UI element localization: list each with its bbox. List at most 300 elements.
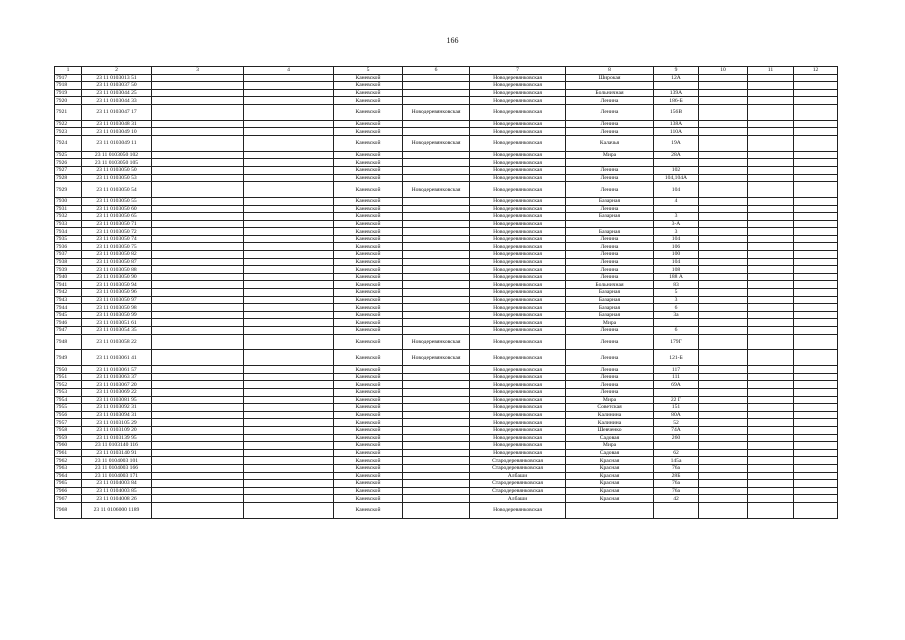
column-12: [794, 327, 838, 335]
street-cell: Базарная: [566, 197, 654, 205]
column-11: [748, 472, 794, 480]
region-cell: Каневской: [334, 258, 403, 266]
table-row: [55, 502, 838, 518]
column-11: [748, 82, 794, 90]
column-12: [794, 273, 838, 281]
region-cell: Каневской: [334, 97, 403, 105]
column-4: [244, 266, 334, 274]
column-12: [794, 220, 838, 228]
settlement-type-cell: [403, 197, 470, 205]
region-cell: Каневской: [334, 296, 403, 304]
row-number: 7934: [55, 228, 82, 236]
column-12: [794, 213, 838, 221]
settlement-cell: Новодеревянковская: [470, 304, 566, 312]
cadastral-code: 23 11 0103081 95: [82, 396, 152, 404]
cadastral-code: 23 11 0103050 97: [82, 296, 152, 304]
house-cell: 138А: [654, 120, 699, 128]
column-3: [152, 235, 244, 243]
column-12: [794, 319, 838, 327]
table-row: [55, 135, 838, 151]
column-10: [699, 213, 748, 221]
settlement-cell: Албаши: [470, 472, 566, 480]
region-cell: Каневской: [334, 381, 403, 389]
column-4: [244, 381, 334, 389]
table-row: [55, 334, 838, 350]
column-3: [152, 128, 244, 136]
row-number: 7968: [55, 502, 82, 518]
column-3: [152, 174, 244, 182]
region-cell: Каневской: [334, 457, 403, 465]
column-4: [244, 296, 334, 304]
column-10: [699, 235, 748, 243]
column-3: [152, 442, 244, 450]
column-4: [244, 472, 334, 480]
column-4: [244, 205, 334, 213]
column-12: [794, 495, 838, 503]
settlement-type-cell: [403, 174, 470, 182]
settlement-cell: Новодеревянковская: [470, 289, 566, 297]
settlement-cell: Новодеревянковская: [470, 128, 566, 136]
settlement-type-cell: Новодеревянковская: [403, 334, 470, 350]
header-row: [55, 67, 838, 75]
row-number: 7943: [55, 296, 82, 304]
street-cell: Ленина: [566, 366, 654, 374]
column-12: [794, 97, 838, 105]
cadastral-code: 23 11 0106000 1189: [82, 502, 152, 518]
house-cell: 5: [654, 289, 699, 297]
column-3: [152, 457, 244, 465]
column-10: [699, 457, 748, 465]
column-11: [748, 174, 794, 182]
column-10: [699, 220, 748, 228]
settlement-type-cell: [403, 97, 470, 105]
row-number: 7959: [55, 434, 82, 442]
settlement-cell: Новодеревянковская: [470, 120, 566, 128]
table-row: [55, 419, 838, 427]
house-cell: 3: [654, 213, 699, 221]
column-10: [699, 311, 748, 319]
column-3: [152, 480, 244, 488]
region-cell: Каневской: [334, 327, 403, 335]
region-cell: Каневской: [334, 281, 403, 289]
street-cell: [566, 82, 654, 90]
column-4: [244, 480, 334, 488]
column-11: [748, 89, 794, 97]
column-12: [794, 266, 838, 274]
table-row: [55, 159, 838, 167]
street-cell: Ленина: [566, 104, 654, 120]
column-4: [244, 426, 334, 434]
cadastral-code: 23 11 0103050 65: [82, 213, 152, 221]
column-11: [748, 442, 794, 450]
settlement-type-cell: [403, 266, 470, 274]
street-cell: Ленина: [566, 205, 654, 213]
column-4: [244, 327, 334, 335]
street-cell: Красная: [566, 472, 654, 480]
row-number: 7946: [55, 319, 82, 327]
column-4: [244, 220, 334, 228]
column-3: [152, 74, 244, 82]
table-row: [55, 243, 838, 251]
street-cell: Ленина: [566, 251, 654, 259]
street-cell: Ленина: [566, 373, 654, 381]
settlement-cell: Новодеревянковская: [470, 449, 566, 457]
column-10: [699, 426, 748, 434]
region-cell: Каневской: [334, 419, 403, 427]
region-cell: Каневской: [334, 487, 403, 495]
column-11: [748, 373, 794, 381]
column-4: [244, 449, 334, 457]
settlement-type-cell: [403, 243, 470, 251]
column-10: [699, 404, 748, 412]
region-cell: Каневской: [334, 434, 403, 442]
cadastral-code: 23 11 0103049 10: [82, 128, 152, 136]
column-10: [699, 350, 748, 366]
column-3: [152, 464, 244, 472]
column-3: [152, 327, 244, 335]
row-number: 7967: [55, 495, 82, 503]
column-11: [748, 205, 794, 213]
street-cell: Базарная: [566, 228, 654, 236]
column-10: [699, 135, 748, 151]
column-12: [794, 135, 838, 151]
row-number: 7941: [55, 281, 82, 289]
column-10: [699, 182, 748, 198]
region-cell: Каневской: [334, 174, 403, 182]
table-row: [55, 487, 838, 495]
settlement-type-cell: [403, 464, 470, 472]
settlement-type-cell: [403, 426, 470, 434]
street-cell: Ленина: [566, 235, 654, 243]
row-number: 7933: [55, 220, 82, 228]
settlement-cell: Новодеревянковская: [470, 311, 566, 319]
column-12: [794, 281, 838, 289]
column-12: [794, 381, 838, 389]
table-row: [55, 97, 838, 105]
table-row: [55, 235, 838, 243]
row-number: 7949: [55, 350, 82, 366]
row-number: 7955: [55, 404, 82, 412]
cadastral-code: 23 11 0103050 105: [82, 159, 152, 167]
table-row: [55, 396, 838, 404]
column-11: [748, 419, 794, 427]
region-cell: Каневской: [334, 197, 403, 205]
column-12: [794, 258, 838, 266]
house-cell: 3-А: [654, 220, 699, 228]
table-row: [55, 464, 838, 472]
column-11: [748, 426, 794, 434]
house-cell: 186-Б: [654, 97, 699, 105]
row-number: 7935: [55, 235, 82, 243]
street-cell: Красная: [566, 487, 654, 495]
settlement-cell: Новодеревянковская: [470, 281, 566, 289]
house-cell: [654, 205, 699, 213]
settlement-type-cell: [403, 296, 470, 304]
table-row: [55, 373, 838, 381]
region-cell: Каневской: [334, 273, 403, 281]
row-number: 7942: [55, 289, 82, 297]
table-row: [55, 273, 838, 281]
house-cell: 151: [654, 404, 699, 412]
house-cell: 42: [654, 495, 699, 503]
settlement-cell: Новодеревянковская: [470, 228, 566, 236]
column-12: [794, 197, 838, 205]
row-number: 7924: [55, 135, 82, 151]
row-number: 7956: [55, 411, 82, 419]
column-10: [699, 159, 748, 167]
street-cell: Ленина: [566, 243, 654, 251]
table-row: [55, 480, 838, 488]
settlement-cell: Новодеревянковская: [470, 396, 566, 404]
table-row: [55, 220, 838, 228]
house-cell: 28А: [654, 151, 699, 159]
settlement-cell: Новодеревянковская: [470, 266, 566, 274]
region-cell: Каневской: [334, 396, 403, 404]
column-10: [699, 273, 748, 281]
column-3: [152, 159, 244, 167]
cadastral-code: 23 11 0103050 98: [82, 304, 152, 312]
settlement-type-cell: [403, 411, 470, 419]
column-3: [152, 350, 244, 366]
region-cell: Каневской: [334, 311, 403, 319]
cadastral-code: 23 11 0103050 50: [82, 166, 152, 174]
house-cell: [654, 502, 699, 518]
cadastral-code: 23 11 0103050 72: [82, 228, 152, 236]
column-12: [794, 159, 838, 167]
column-10: [699, 472, 748, 480]
settlement-cell: Новодеревянковская: [470, 404, 566, 412]
column-header-2: 2: [82, 67, 152, 75]
column-12: [794, 502, 838, 518]
column-header-12: 12: [794, 67, 838, 75]
cadastral-code: 23 11 0103109 20: [82, 426, 152, 434]
street-cell: Мира: [566, 151, 654, 159]
row-number: 7928: [55, 174, 82, 182]
column-10: [699, 396, 748, 404]
column-12: [794, 334, 838, 350]
cadastral-code: 23 11 0103069 22: [82, 388, 152, 396]
region-cell: Каневской: [334, 502, 403, 518]
column-4: [244, 350, 334, 366]
table-row: [55, 151, 838, 159]
cadastral-code: 23 11 0103050 60: [82, 205, 152, 213]
table-row: [55, 166, 838, 174]
column-header-3: 3: [152, 67, 244, 75]
settlement-cell: Новодеревянковская: [470, 213, 566, 221]
settlement-type-cell: [403, 319, 470, 327]
settlement-type-cell: [403, 472, 470, 480]
settlement-type-cell: [403, 82, 470, 90]
column-12: [794, 311, 838, 319]
column-11: [748, 289, 794, 297]
column-12: [794, 411, 838, 419]
street-cell: Садовая: [566, 449, 654, 457]
column-4: [244, 304, 334, 312]
settlement-type-cell: [403, 228, 470, 236]
cadastral-code: 23 11 0103140 116: [82, 442, 152, 450]
street-cell: Калинина: [566, 411, 654, 419]
row-number: 7930: [55, 197, 82, 205]
row-number: 7940: [55, 273, 82, 281]
column-11: [748, 487, 794, 495]
column-11: [748, 495, 794, 503]
column-4: [244, 89, 334, 97]
column-4: [244, 319, 334, 327]
column-11: [748, 457, 794, 465]
settlement-cell: Стародеревянковская: [470, 487, 566, 495]
column-header-9: 9: [654, 67, 699, 75]
cadastral-code: 23 11 0104008 26: [82, 495, 152, 503]
settlement-cell: Новодеревянковская: [470, 89, 566, 97]
column-4: [244, 419, 334, 427]
settlement-cell: Новодеревянковская: [470, 243, 566, 251]
column-10: [699, 205, 748, 213]
column-11: [748, 411, 794, 419]
column-4: [244, 213, 334, 221]
column-4: [244, 97, 334, 105]
column-12: [794, 350, 838, 366]
settlement-type-cell: [403, 502, 470, 518]
cadastral-code: 23 11 0103050 88: [82, 266, 152, 274]
column-12: [794, 396, 838, 404]
column-12: [794, 205, 838, 213]
table-row: [55, 281, 838, 289]
column-12: [794, 174, 838, 182]
row-number: 7950: [55, 366, 82, 374]
settlement-type-cell: [403, 281, 470, 289]
row-number: 7923: [55, 128, 82, 136]
settlement-cell: Новодеревянковская: [470, 159, 566, 167]
settlement-cell: Новодеревянковская: [470, 82, 566, 90]
settlement-type-cell: [403, 258, 470, 266]
column-4: [244, 495, 334, 503]
column-4: [244, 442, 334, 450]
column-3: [152, 243, 244, 251]
table-row: [55, 89, 838, 97]
table-row: [55, 266, 838, 274]
table-row: [55, 449, 838, 457]
street-cell: Ленина: [566, 182, 654, 198]
house-cell: 106: [654, 243, 699, 251]
street-cell: Ленина: [566, 381, 654, 389]
cadastral-code: 23 11 0103050 99: [82, 311, 152, 319]
settlement-type-cell: [403, 495, 470, 503]
column-3: [152, 311, 244, 319]
column-12: [794, 449, 838, 457]
settlement-type-cell: [403, 434, 470, 442]
column-header-5: 5: [334, 67, 403, 75]
cadastral-code: 23 11 0104003 84: [82, 480, 152, 488]
house-cell: 260: [654, 434, 699, 442]
cadastral-code: 23 11 0103047 17: [82, 104, 152, 120]
column-11: [748, 502, 794, 518]
row-number: 7938: [55, 258, 82, 266]
region-cell: Каневской: [334, 74, 403, 82]
column-12: [794, 74, 838, 82]
column-3: [152, 213, 244, 221]
table-row: [55, 304, 838, 312]
street-cell: Базарная: [566, 296, 654, 304]
region-cell: Каневской: [334, 135, 403, 151]
column-11: [748, 434, 794, 442]
settlement-type-cell: Новодеревянковская: [403, 104, 470, 120]
region-cell: Каневской: [334, 266, 403, 274]
column-3: [152, 281, 244, 289]
column-3: [152, 388, 244, 396]
settlement-type-cell: [403, 449, 470, 457]
column-11: [748, 243, 794, 251]
column-11: [748, 273, 794, 281]
column-10: [699, 289, 748, 297]
settlement-type-cell: [403, 205, 470, 213]
settlement-type-cell: [403, 487, 470, 495]
house-cell: 104: [654, 182, 699, 198]
column-10: [699, 502, 748, 518]
column-10: [699, 296, 748, 304]
region-cell: Каневской: [334, 166, 403, 174]
column-12: [794, 151, 838, 159]
column-11: [748, 258, 794, 266]
column-3: [152, 151, 244, 159]
settlement-type-cell: [403, 404, 470, 412]
row-number: 7947: [55, 327, 82, 335]
table-row: [55, 319, 838, 327]
settlement-cell: Албаши: [470, 495, 566, 503]
column-12: [794, 419, 838, 427]
settlement-cell: Новодеревянковская: [470, 366, 566, 374]
settlement-cell: Новодеревянковская: [470, 174, 566, 182]
street-cell: Ленина: [566, 174, 654, 182]
settlement-type-cell: [403, 128, 470, 136]
region-cell: Каневской: [334, 159, 403, 167]
column-10: [699, 411, 748, 419]
settlement-type-cell: [403, 311, 470, 319]
column-10: [699, 434, 748, 442]
column-3: [152, 434, 244, 442]
region-cell: Каневской: [334, 151, 403, 159]
row-number: 7922: [55, 120, 82, 128]
region-cell: Каневской: [334, 442, 403, 450]
cadastral-code: 23 11 0103050 74: [82, 235, 152, 243]
table-row: [55, 197, 838, 205]
column-10: [699, 151, 748, 159]
column-4: [244, 182, 334, 198]
cadastral-code: 23 11 0103049 11: [82, 135, 152, 151]
column-12: [794, 480, 838, 488]
cadastral-code: 23 11 0103140 91: [82, 449, 152, 457]
row-number: 7966: [55, 487, 82, 495]
column-11: [748, 228, 794, 236]
column-10: [699, 480, 748, 488]
region-cell: Каневской: [334, 480, 403, 488]
column-3: [152, 251, 244, 259]
settlement-cell: Новодеревянковская: [470, 258, 566, 266]
street-cell: Ленина: [566, 273, 654, 281]
table-row: [55, 205, 838, 213]
column-12: [794, 373, 838, 381]
settlement-type-cell: Новодеревянковская: [403, 135, 470, 151]
street-cell: Ленина: [566, 120, 654, 128]
column-header-10: 10: [699, 67, 748, 75]
house-cell: 102: [654, 166, 699, 174]
street-cell: Базарная: [566, 311, 654, 319]
street-cell: Ленина: [566, 128, 654, 136]
column-11: [748, 480, 794, 488]
column-12: [794, 82, 838, 90]
row-number: 7965: [55, 480, 82, 488]
settlement-type-cell: [403, 159, 470, 167]
settlement-cell: Новодеревянковская: [470, 205, 566, 213]
